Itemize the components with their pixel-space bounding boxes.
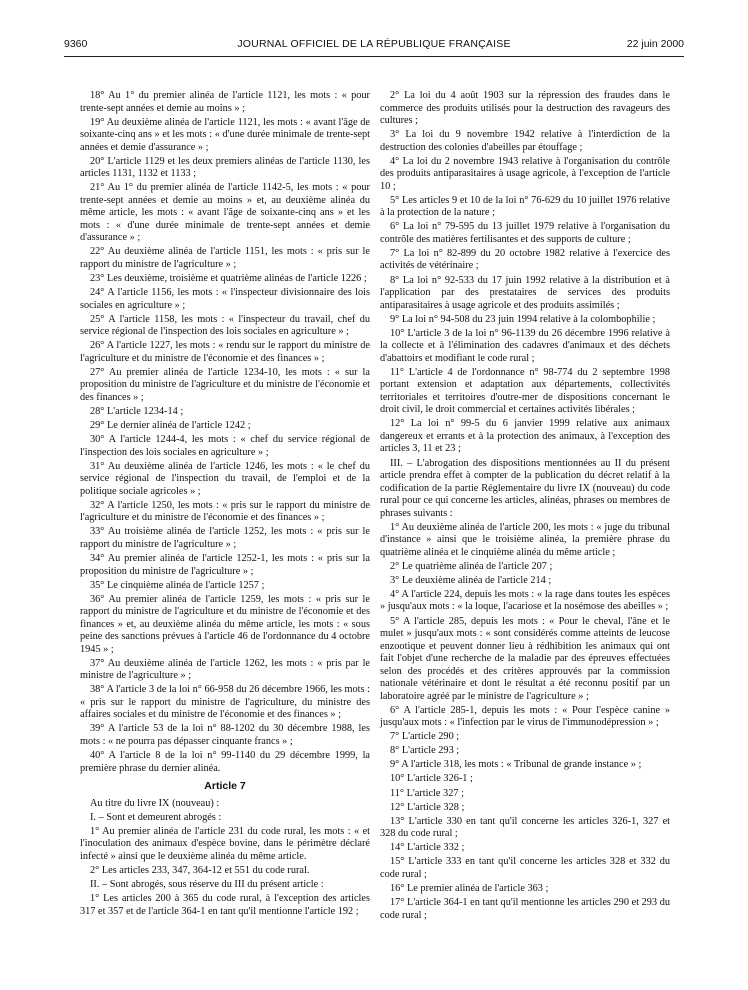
paragraph: 5° A l'article 285, depuis les mots : « Pour le cheval, l'âne et le mulet » jusqu'aux mots : « sont considérés comme atteints de leucose enzootique et peuvent donner lieu à rédhibition les animaux qui ont fait l'objet d'une recherche de la maladie par des épreuves effectuées selon des procédés et des critères approuvés par la commission nationale vétérinaire et dont le résultat a été reconnu positif par un laboratoire agréé par le ministre de l'agriculture » ; (380, 615, 670, 702)
paragraph: 12° La loi n° 99-5 du 6 janvier 1999 relative aux animaux dangereux et errants et à la protection des animaux, à l'exception des articles 3, 11 et 23 ; (380, 418, 670, 455)
header-rule (64, 56, 684, 57)
paragraph: 20° L'article 1129 et les deux premiers alinéas de l'article 1130, les articles 1131, 1132 et 1133 ; (80, 155, 370, 180)
paragraph: 13° L'article 330 en tant qu'il concerne les articles 326-1, 327 et 328 du code rural ; (380, 815, 670, 840)
paragraph: Au titre du livre IX (nouveau) : (90, 797, 220, 809)
paragraph: 3° Le deuxième alinéa de l'article 214 ; (390, 574, 552, 586)
paragraph: 27° Au premier alinéa de l'article 1234-10, les mots : « sur la proposition du ministre de l'agriculture et du ministre de l'économie et des finances » ; (80, 366, 370, 403)
paragraph: 36° Au premier alinéa de l'article 1259, les mots : « pris sur le rapport du ministre de l'agriculture et du ministre de l'économie et des finances » et, au deuxième alinéa du même article, les mots : « sous peine des sanctions prévues à l'article 46 de l'ordonnance du 4 octobre 1945 » ; (80, 593, 370, 655)
paragraph: 6° La loi n° 79-595 du 13 juillet 1979 relative à l'organisation du contrôle des matières fertilisantes et des supports de culture ; (380, 221, 670, 245)
paragraph: 10° L'article 3 de la loi n° 96-1139 du 26 décembre 1996 relative à la collecte et à l'élimination des cadavres d'animaux et des déchets d'abattoirs et modifiant le code rural ; (380, 327, 670, 364)
paragraph: III. – L'abrogation des dispositions mentionnées au II du présent article prendra effet à compter de la publication du décret relatif à la codification de la partie Réglementaire du livre IX (nouveau) du code rural pour ce qui concerne les articles, alinéas, phrases ou membres de phrases suivants : (380, 457, 670, 519)
paragraph: 24° A l'article 1156, les mots : « l'inspecteur divisionnaire des lois sociales en agriculture » ; (80, 287, 370, 311)
paragraph: 4° A l'article 224, depuis les mots : « la rage dans toutes les espèces » jusqu'aux mots : « la loque, l'acariose et la nosémose des abeilles » ; (380, 588, 670, 613)
paragraph: 1° Les articles 200 à 365 du code rural, à l'exception des articles 317 et 357 et de l'article 364-1 en tant qu'il mentionne l'article 192 ; (80, 893, 370, 917)
journal-title: JOURNAL OFFICIEL DE LA RÉPUBLIQUE FRANÇAISE (237, 38, 511, 50)
paragraph: 16° Le premier alinéa de l'article 363 ; (390, 883, 549, 895)
paragraph: 2° La loi du 4 août 1903 sur la répression des fraudes dans le commerce des produits utilisés pour la destruction des ravageurs des cultures ; (380, 90, 670, 126)
paragraph: 2° Les articles 233, 347, 364-12 et 551 du code rural. (90, 864, 310, 876)
paragraph: 40° A l'article 8 de la loi n° 99-1140 du 29 décembre 1999, la première phrase du dernier alinéa. (80, 750, 370, 774)
paragraph: 31° Au deuxième alinéa de l'article 1246, les mots : « le chef du service régional de l'inspection du travail, de l'emploi et de la politique sociale agricoles » ; (80, 460, 370, 497)
paragraph: 25° A l'article 1158, les mots : « l'inspecteur du travail, chef du service régional de l'inspection des lois sociales en agriculture » ; (80, 313, 370, 338)
paragraph: 39° A l'article 53 de la loi n° 88-1202 du 30 décembre 1988, les mots : « ne pourra pas dépasser cinquante francs » ; (80, 723, 370, 747)
paragraph: 5° Les articles 9 et 10 de la loi n° 76-629 du 10 juillet 1976 relative à la protection de la nature ; (380, 194, 670, 219)
paragraph: 22° Au deuxième alinéa de l'article 1151, les mots : « pris sur le rapport du ministre de l'agriculture » ; (80, 246, 370, 270)
paragraph: 34° Au premier alinéa de l'article 1252-1, les mots : « pris sur la proposition du ministre de l'agriculture » ; (80, 553, 370, 577)
paragraph: 17° L'article 364-1 en tant qu'il mentionne les articles 290 et 293 du code rural ; (380, 897, 670, 921)
left-column-paragraphs (80, 90, 370, 775)
paragraph: 7° L'article 290 ; (390, 731, 460, 743)
article-heading: Article 7 (204, 780, 246, 793)
paragraph: 8° L'article 293 ; (390, 745, 460, 757)
page-number: 9360 (64, 38, 88, 50)
paragraph: II. – Sont abrogés, sous réserve du III du présent article : (90, 878, 324, 890)
paragraph: 6° A l'article 285-1, depuis les mots : « Pour l'espèce canine » jusqu'aux mots : « l'infection par le virus de l'immunodépression » ; (380, 704, 670, 729)
paragraph: 7° La loi n° 82-899 du 20 octobre 1982 relative à l'exercice des activités de vétérinaire ; (380, 247, 670, 272)
article-7-paragraphs (80, 798, 370, 918)
paragraph: 30° A l'article 1244-4, les mots : « chef du service régional de l'inspection des lois sociales en agriculture » ; (80, 434, 370, 458)
paragraph: 29° Le dernier alinéa de l'article 1242 ; (90, 420, 251, 432)
paragraph: 2° Le quatrième alinéa de l'article 207 ; (390, 560, 553, 572)
publication-date: 22 juin 2000 (626, 38, 684, 50)
paragraph: 4° La loi du 2 novembre 1943 relative à l'organisation du contrôle des produits antiparasitaires à usage agricole, à l'exception de l'article 10 ; (380, 155, 670, 192)
paragraph: 1° Au deuxième alinéa de l'article 200, les mots : « juge du tribunal d'instance » ainsi que le troisième alinéa, la première phrase du quatrième alinéa et le cinquième alinéa du même article ; (380, 521, 670, 558)
paragraph: 15° L'article 333 en tant qu'il concerne les articles 328 et 332 du code rural ; (380, 856, 670, 880)
paragraph: 8° La loi n° 92-533 du 17 juin 1992 relative à la distribution et à l'application par des prestataires de services des produits antiparasitaires à usage agricole et des produits assimilés ; (380, 274, 670, 311)
paragraph: 26° A l'article 1227, les mots : « rendu sur le rapport du ministre de l'agriculture et du ministre de l'économie et des finances » ; (80, 340, 370, 364)
paragraph: 10° L'article 326-1 ; (390, 773, 473, 785)
paragraph: 9° A l'article 318, les mots : « Tribunal de grande instance » ; (390, 759, 642, 771)
paragraph: 12° L'article 328 ; (390, 801, 465, 813)
paragraph: 37° Au deuxième alinéa de l'article 1262, les mots : « pris par le ministre de l'agriculture » ; (80, 657, 370, 682)
paragraph: 14° L'article 332 ; (390, 842, 465, 854)
right-column (380, 90, 670, 924)
paragraph: 11° L'article 4 de l'ordonnance n° 98-774 du 2 septembre 1998 portant extension et adaptation aux départements, collectivités territoriales et territoires d'outre-mer de dispositions concernant le droit civil, le droit commercial et certaines activités libérales ; (380, 366, 670, 416)
right-column-paragraphs (380, 90, 670, 922)
paragraph: 21° Au 1° du premier alinéa de l'article 1142-5, les mots : « pour trente-sept années et demie au moins » et, au deuxième alinéa du même article, les mots : « avant l'âge de soixante-cinq ans » et les mots : « d'une durée minimale de trente-sept années et demie d'assurance » ; (80, 182, 370, 244)
paragraph: 28° L'article 1234-14 ; (90, 405, 184, 417)
paragraph: 23° Les deuxième, troisième et quatrième alinéas de l'article 1226 ; (90, 272, 367, 284)
paragraph: 18° Au 1° du premier alinéa de l'article 1121, les mots : « pour trente-sept années et demie au moins » ; (80, 90, 370, 114)
paragraph: 11° L'article 327 ; (390, 787, 464, 799)
paragraph: 19° Au deuxième alinéa de l'article 1121, les mots : « avant l'âge de soixante-cinq ans » et les mots : « d'une durée minimale de trente-sept années et demie d'assurance » ; (80, 116, 370, 153)
paragraph: 3° La loi du 9 novembre 1942 relative à l'interdiction de la destruction des colonies d'abeilles par étouffage ; (380, 129, 670, 153)
left-column (80, 90, 370, 920)
paragraph: I. – Sont et demeurent abrogés : (90, 811, 222, 823)
paragraph: 32° A l'article 1250, les mots : « pris sur le rapport du ministre de l'agriculture et du ministre de l'économie et des finances » ; (80, 499, 370, 524)
paragraph: 1° Au premier alinéa de l'article 231 du code rural, les mots : « et l'inoculation des animaux d'espèce bovine, dans le périmètre déclaré infecté » ainsi que le deuxième alinéa du même article. (80, 825, 370, 862)
paragraph: 9° La loi n° 94-508 du 23 juin 1994 relative à la colombophilie ; (390, 313, 656, 325)
page-header (64, 36, 684, 56)
paragraph: 33° Au troisième alinéa de l'article 1252, les mots : « pris sur le rapport du ministre de l'agriculture » ; (80, 526, 370, 550)
paragraph: 35° Le cinquième alinéa de l'article 1257 ; (90, 579, 265, 591)
paragraph: 38° A l'article 3 de la loi n° 66-958 du 26 décembre 1966, les mots : « pris sur le rapport du ministre de l'agriculture, du ministre des affaires sociales et du ministre de l'économie et des finances » ; (80, 684, 370, 721)
